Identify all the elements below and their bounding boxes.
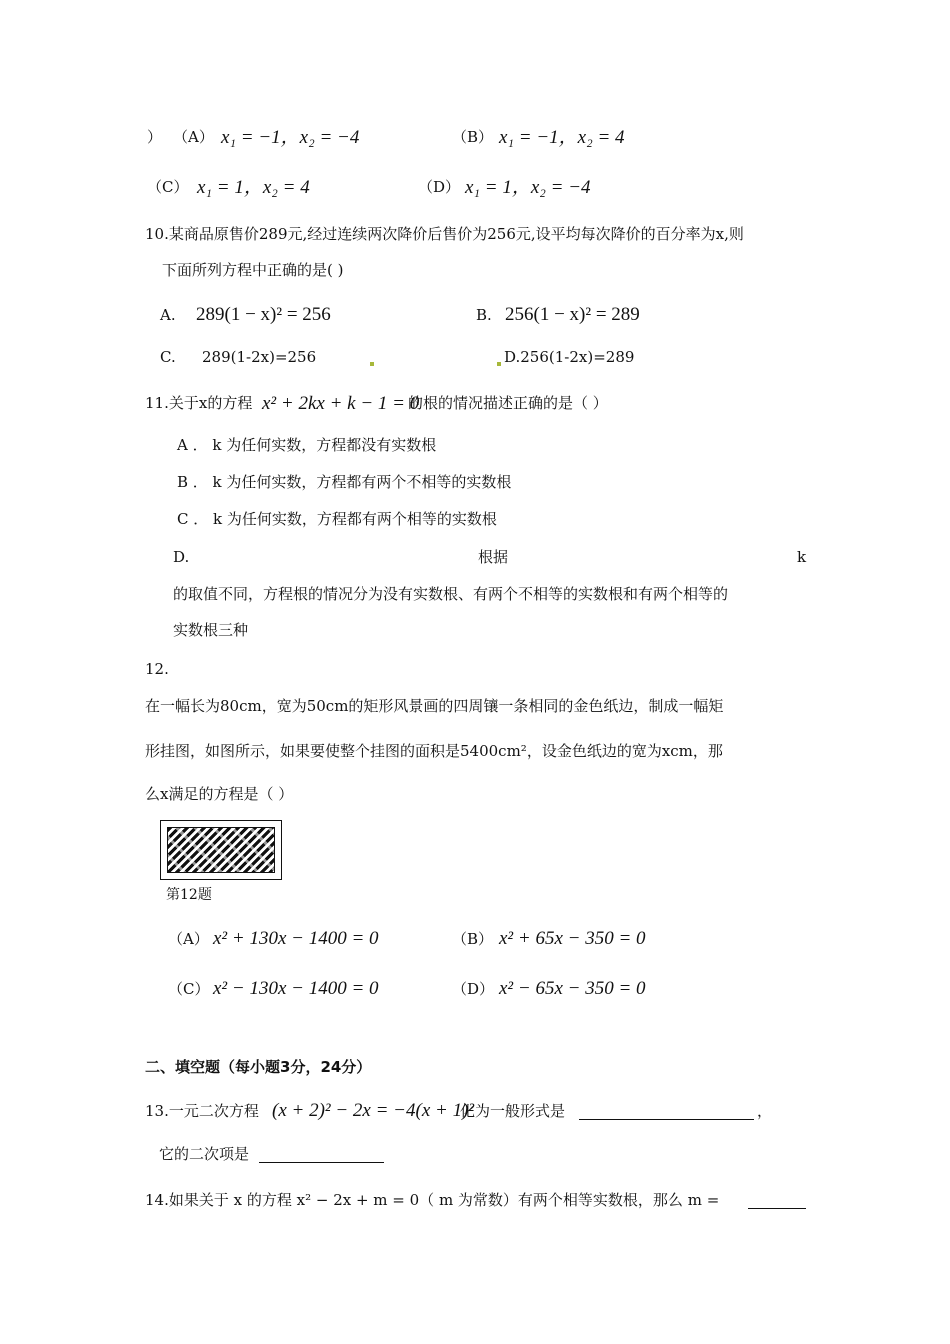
q12-stem-line2: 形挂图，如图所示，如果要使整个挂图的面积是5400cm²，设金色纸边的宽为xcm，那 xyxy=(145,742,723,760)
q11-stem-start: 11.关于x的方程 xyxy=(145,394,253,412)
q14-stem: 14.如果关于 x 的方程 x² − 2x + m = 0（ m 为常数）有两个相等实数根，那么 m = xyxy=(145,1191,720,1209)
q11-option-a: A ． k 为任何实数，方程都没有实数根 xyxy=(177,436,437,454)
q12-stem-line3: 么x满足的方程是（ ） xyxy=(145,785,294,803)
q12-number: 12. xyxy=(145,660,169,678)
section-title: 二、填空题（每小题3分，24分） xyxy=(145,1058,372,1076)
q10-option-a-label: A. xyxy=(160,306,176,324)
q12-option-a-label: （A） xyxy=(168,930,209,948)
q11-stem-equation: x² + 2kx + k − 1 = 0 xyxy=(262,393,420,414)
framed-picture-figure xyxy=(160,820,282,880)
q11-stem-end: 的根的情况描述正确的是（ ） xyxy=(408,394,608,412)
q11-option-d-line2: 的取值不同，方程根的情况分为没有实数根、有两个不相等的实数根和有两个相等的 xyxy=(173,585,729,603)
q9-option-c-expr: x₁ = 1，x₂ = 4 xyxy=(197,177,310,198)
q12-option-d-label: （D） xyxy=(452,980,495,998)
q10-option-c-expr: 289(1-2x)=256 xyxy=(202,348,317,366)
q11-option-d-line3: 实数根三种 xyxy=(173,621,249,639)
q10-stem-line2: 下面所列方程中正确的是( ) xyxy=(162,261,344,279)
q11-option-d-k: k xyxy=(797,548,807,566)
q10-stem-line1: 10.某商品原售价289元,经过连续两次降价后售价为256元,设平均每次降价的百分率为x,则 xyxy=(145,225,744,243)
q13-stem-equation: (x + 2)² − 2x = −4(x + 1)² xyxy=(272,1100,475,1121)
q11-option-c: C ． k 为任何实数，方程都有两个相等的实数根 xyxy=(177,510,497,528)
q9-option-a-expr: x₁ = −1，x₂ = −4 xyxy=(221,127,360,148)
q11-option-d-label: D. xyxy=(173,548,190,566)
q10-option-b-expr: 256(1 − x)² = 289 xyxy=(505,304,640,325)
q9-option-d-expr: x₁ = 1，x₂ = −4 xyxy=(465,177,591,198)
q9-option-c-label: （C） xyxy=(147,178,189,196)
q9-option-b-label: （B） xyxy=(452,128,494,146)
q10-option-a-expr: 289(1 − x)² = 256 xyxy=(196,304,331,325)
q13-stem-start: 13.一元二次方程 xyxy=(145,1102,259,1120)
q12-option-d-expr: x² − 65x − 350 = 0 xyxy=(499,978,646,999)
q9-option-d-label: （D） xyxy=(418,178,461,196)
q12-option-c-expr: x² − 130x − 1400 = 0 xyxy=(213,978,379,999)
q10-option-c-label: C. xyxy=(160,348,176,366)
q13-answer-blank-2[interactable] xyxy=(259,1162,384,1163)
q11-option-d-mid: 根据 xyxy=(478,548,509,566)
q10-option-d: D.256(1-2x)=289 xyxy=(504,348,635,366)
q13-comma: ， xyxy=(757,1102,773,1120)
q12-option-c-label: （C） xyxy=(168,980,210,998)
q9-option-a-label: （A） xyxy=(173,128,214,146)
q9-lead: ） xyxy=(147,128,163,146)
q10-option-b-label: B. xyxy=(476,306,492,324)
q12-stem-line1: 在一幅长为80cm，宽为50cm的矩形风景画的四周镶一条相同的金色纸边，制成一幅矩 xyxy=(145,697,724,715)
q12-option-b-expr: x² + 65x − 350 = 0 xyxy=(499,928,646,949)
q12-option-b-label: （B） xyxy=(452,930,494,948)
q13-stem-end: 化为一般形式是 xyxy=(460,1102,566,1120)
mark-dot xyxy=(370,362,374,366)
q11-option-b: B ． k 为任何实数，方程都有两个不相等的实数根 xyxy=(177,473,512,491)
q9-option-b-expr: x₁ = −1，x₂ = 4 xyxy=(499,127,625,148)
q14-answer-blank[interactable] xyxy=(748,1208,806,1209)
q12-option-a-expr: x² + 130x − 1400 = 0 xyxy=(213,928,379,949)
figure-caption: 第12题 xyxy=(166,887,212,903)
mark-dot xyxy=(497,362,501,366)
q13-answer-blank-1[interactable] xyxy=(579,1119,754,1120)
q13-line2: 它的二次项是 xyxy=(159,1145,250,1163)
